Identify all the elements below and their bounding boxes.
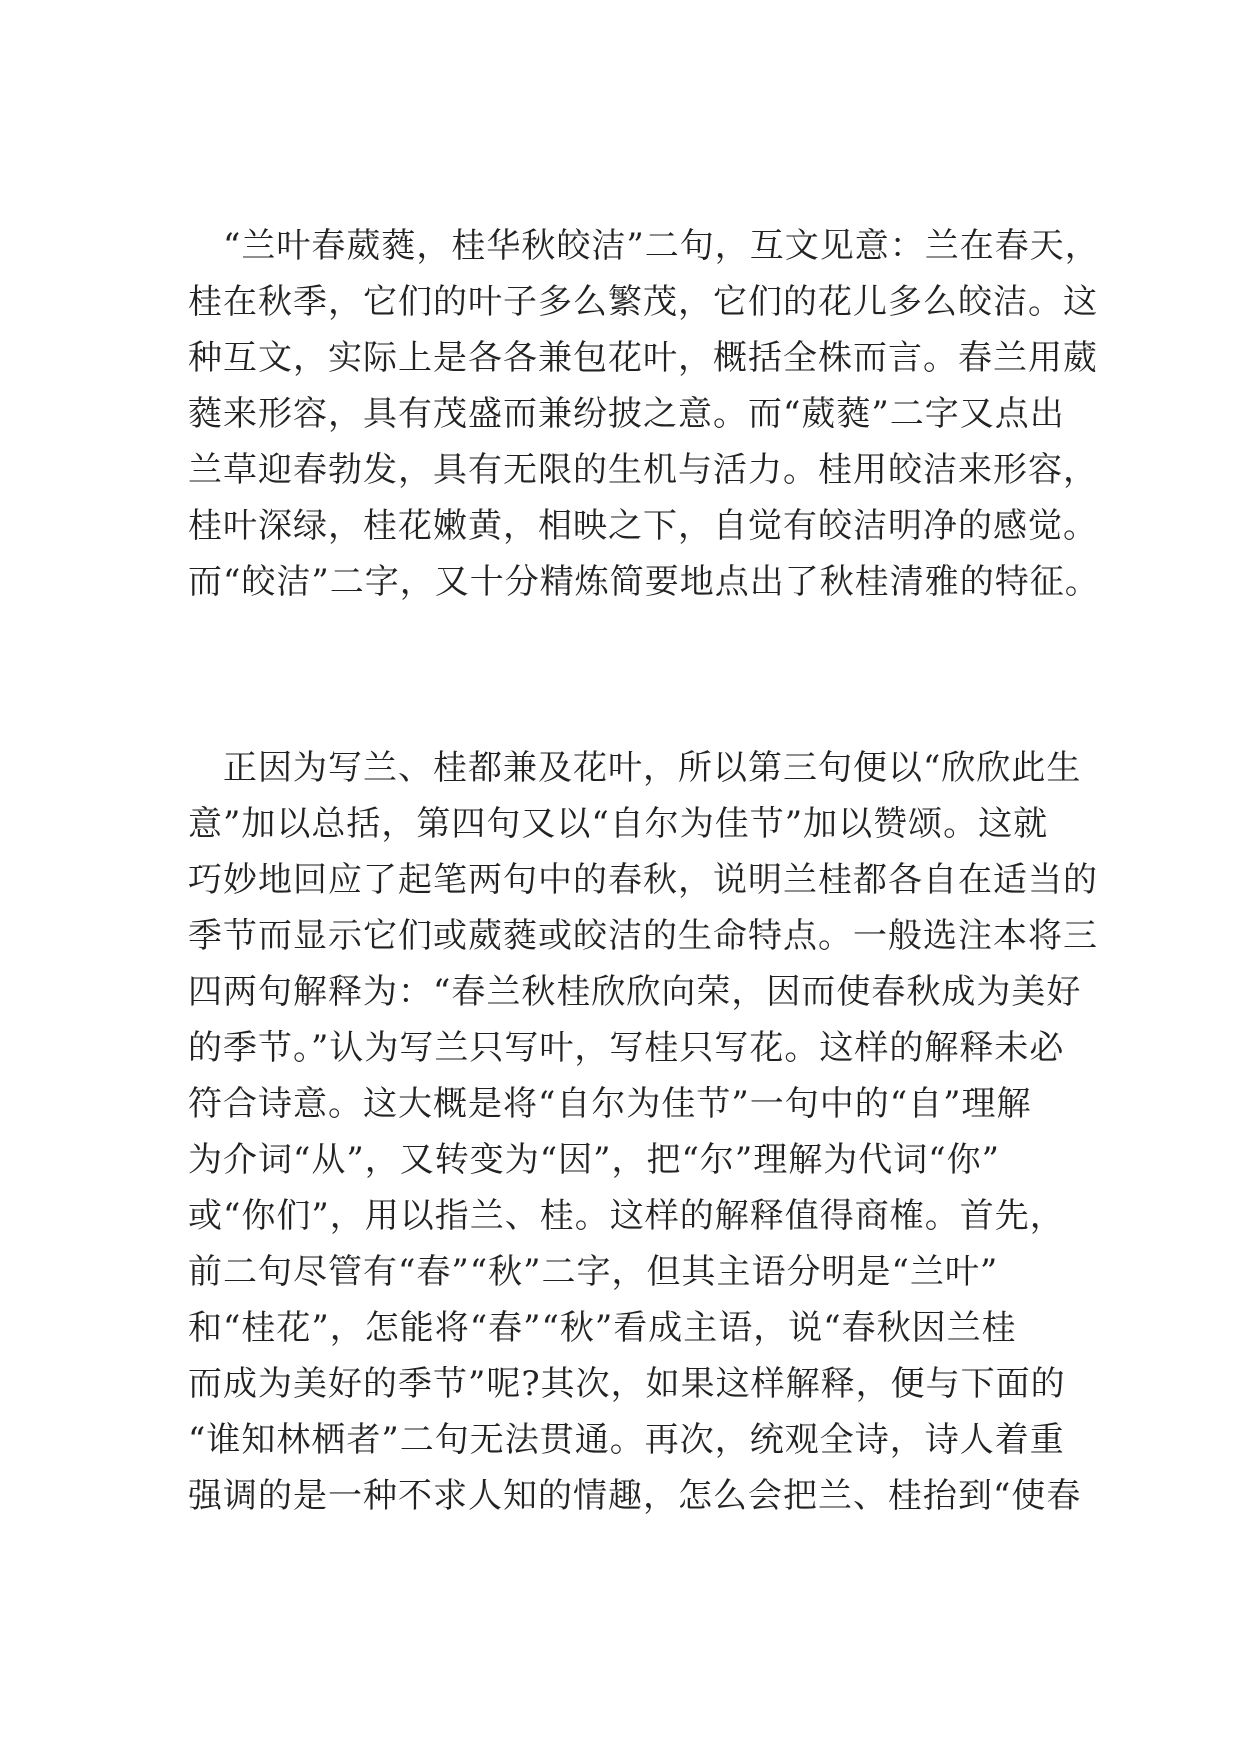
- text-line: 前二句尽管有“春”“秋”二字，但其主语分明是“兰叶”: [188, 1252, 999, 1292]
- text-line: 兰草迎春勃发，具有无限的生机与活力。桂用皎洁来形容，: [188, 450, 1098, 490]
- text-line: 桂叶深绿，桂花嫩黄，相映之下，自觉有皎洁明净的感觉。: [188, 506, 1098, 546]
- text-line: 或“你们”，用以指兰、桂。这样的解释值得商榷。首先，: [188, 1196, 1065, 1236]
- text-line: 强调的是一种不求人知的情趣，怎么会把兰、桂抬到“使春: [188, 1476, 1082, 1516]
- text-line: 巧妙地回应了起笔两句中的春秋，说明兰桂都各自在适当的: [188, 860, 1098, 900]
- text-line: 桂在秋季，它们的叶子多么繁茂，它们的花儿多么皎洁。这: [188, 282, 1098, 322]
- text-line: “谁知林栖者”二句无法贯通。再次，统观全诗，诗人着重: [188, 1420, 1065, 1460]
- paragraph-2: [188, 740, 1098, 1524]
- paragraph-1: [188, 218, 1100, 610]
- text-line: 四两句解释为：“春兰秋桂欣欣向荣，因而使春秋成为美好: [188, 972, 1082, 1012]
- text-line: 和“桂花”，怎能将“春”“秋”看成主语，说“春秋因兰桂: [188, 1308, 1017, 1348]
- text-line: 意”加以总括，第四句又以“自尔为佳节”加以赞颂。这就: [188, 804, 1049, 844]
- text-line: 的季节。”认为写兰只写叶，写桂只写花。这样的解释未必: [188, 1028, 1065, 1068]
- text-line: 而“皎洁”二字，又十分精炼简要地点出了秋桂清雅的特征。: [188, 562, 1100, 602]
- text-line: 种互文，实际上是各各兼包花叶，概括全株而言。春兰用葳: [188, 338, 1098, 378]
- text-line: 季节而显示它们或葳蕤或皎洁的生命特点。一般选注本将三: [188, 916, 1098, 956]
- text-line: 正因为写兰、桂都兼及花叶，所以第三句便以“欣欣此生: [188, 748, 1082, 788]
- text-line: 为介词“从”，又转变为“因”，把“尔”理解为代词“你”: [188, 1140, 1001, 1180]
- text-line: 而成为美好的季节”呢?其次，如果这样解释，便与下面的: [188, 1364, 1066, 1404]
- text-line: “兰叶春葳蕤，桂华秋皎洁”二句，互文见意：兰在春天，: [188, 226, 1100, 266]
- text-line: 符合诗意。这大概是将“自尔为佳节”一句中的“自”理解: [188, 1084, 1032, 1124]
- text-line: 蕤来形容，具有茂盛而兼纷披之意。而“葳蕤”二字又点出: [188, 394, 1065, 434]
